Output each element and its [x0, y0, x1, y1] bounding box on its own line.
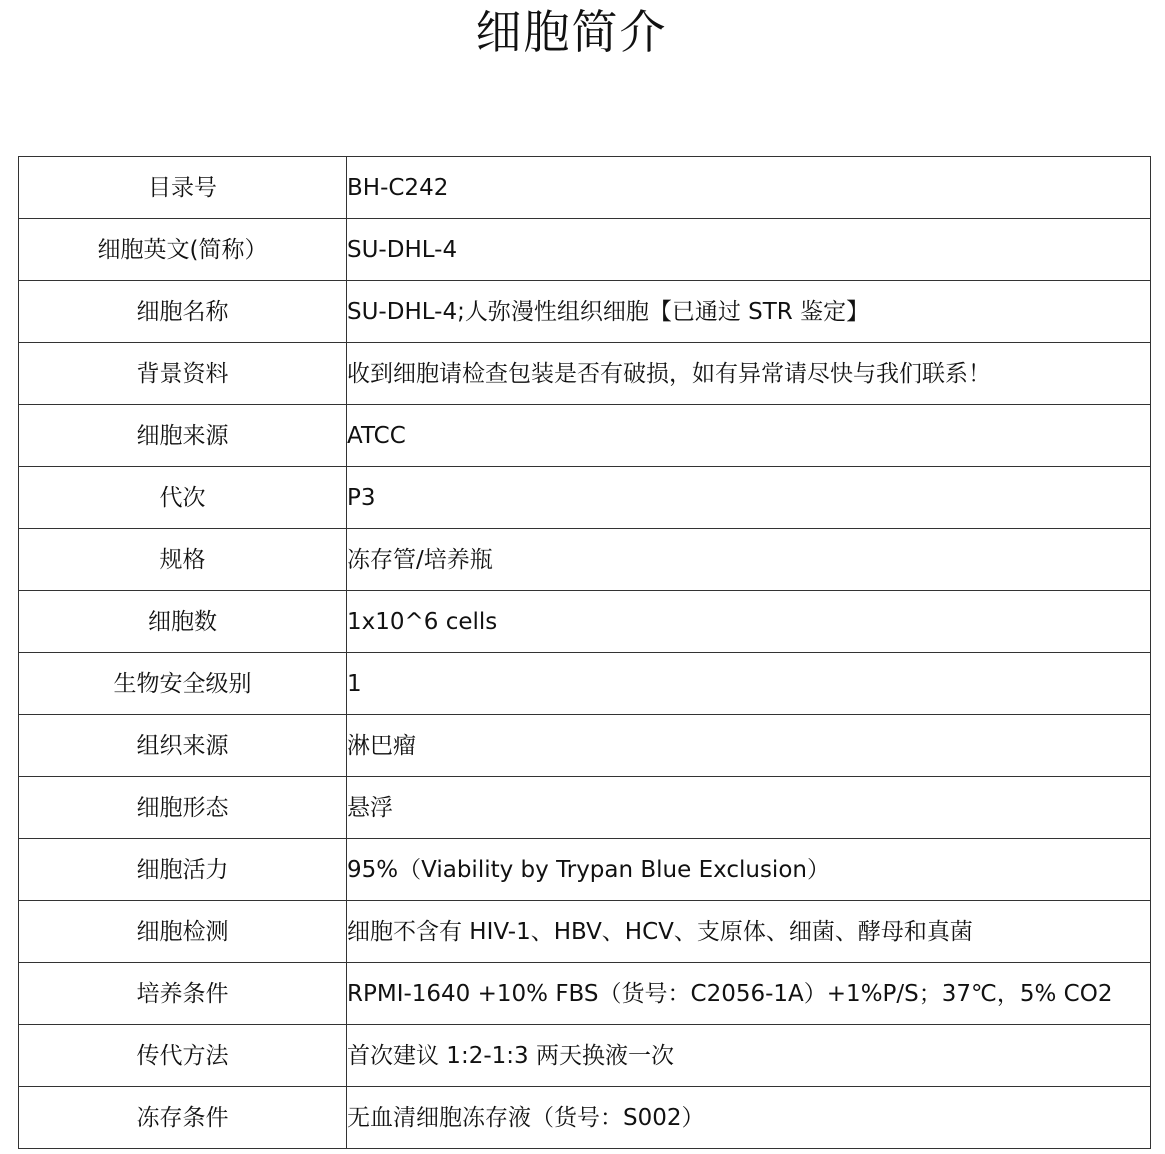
row-label: 背景资料 — [19, 343, 347, 405]
row-label: 细胞数 — [19, 591, 347, 653]
table-row — [19, 715, 1151, 777]
row-value: SU-DHL-4;人弥漫性组织细胞【已通过 STR 鉴定】 — [347, 281, 1151, 343]
row-value: P3 — [347, 467, 1151, 529]
row-label: 规格 — [19, 529, 347, 591]
row-label: 细胞来源 — [19, 405, 347, 467]
row-label: 代次 — [19, 467, 347, 529]
row-label: 传代方法 — [19, 1025, 347, 1087]
page-title: 细胞简介 — [475, 5, 668, 59]
table-row — [19, 777, 1151, 839]
table-row — [19, 1087, 1151, 1149]
row-label: 细胞名称 — [19, 281, 347, 343]
row-value: ATCC — [347, 405, 1151, 467]
table-row — [19, 1025, 1151, 1087]
row-label: 细胞形态 — [19, 777, 347, 839]
table-row — [19, 405, 1151, 467]
row-label: 组织来源 — [19, 715, 347, 777]
row-label: 细胞英文(简称） — [19, 219, 347, 281]
row-label: 培养条件 — [19, 963, 347, 1025]
row-label: 细胞检测 — [19, 901, 347, 963]
table-row — [19, 591, 1151, 653]
row-value: RPMI-1640 +10% FBS（货号：C2056-1A）+1%P/S；37℃，5% CO2 — [347, 963, 1151, 1025]
row-value: SU-DHL-4 — [347, 219, 1151, 281]
row-label: 目录号 — [19, 157, 347, 219]
table-row — [19, 901, 1151, 963]
row-value: 悬浮 — [347, 777, 1151, 839]
table-row — [19, 467, 1151, 529]
table-row — [19, 529, 1151, 591]
row-value: 细胞不含有 HIV-1、HBV、HCV、支原体、细菌、酵母和真菌 — [347, 901, 1151, 963]
cell-info-table — [18, 156, 1151, 1149]
row-value: 1 — [347, 653, 1151, 715]
row-value: 淋巴瘤 — [347, 715, 1151, 777]
table-row — [19, 219, 1151, 281]
table-row — [19, 157, 1151, 219]
row-label: 细胞活力 — [19, 839, 347, 901]
row-value: 首次建议 1:2-1:3 两天换液一次 — [347, 1025, 1151, 1087]
row-value: 1x10^6 cells — [347, 591, 1151, 653]
row-label: 冻存条件 — [19, 1087, 347, 1149]
row-value: BH-C242 — [347, 157, 1151, 219]
row-value: 无血清细胞冻存液（货号：S002） — [347, 1087, 1151, 1149]
row-label: 生物安全级别 — [19, 653, 347, 715]
row-value: 收到细胞请检查包装是否有破损，如有异常请尽快与我们联系！ — [347, 343, 1151, 405]
row-value: 95%（Viability by Trypan Blue Exclusion） — [347, 839, 1151, 901]
table-row — [19, 281, 1151, 343]
table-row — [19, 343, 1151, 405]
table-row — [19, 839, 1151, 901]
row-value: 冻存管/培养瓶 — [347, 529, 1151, 591]
table-row — [19, 963, 1151, 1025]
table-row — [19, 653, 1151, 715]
